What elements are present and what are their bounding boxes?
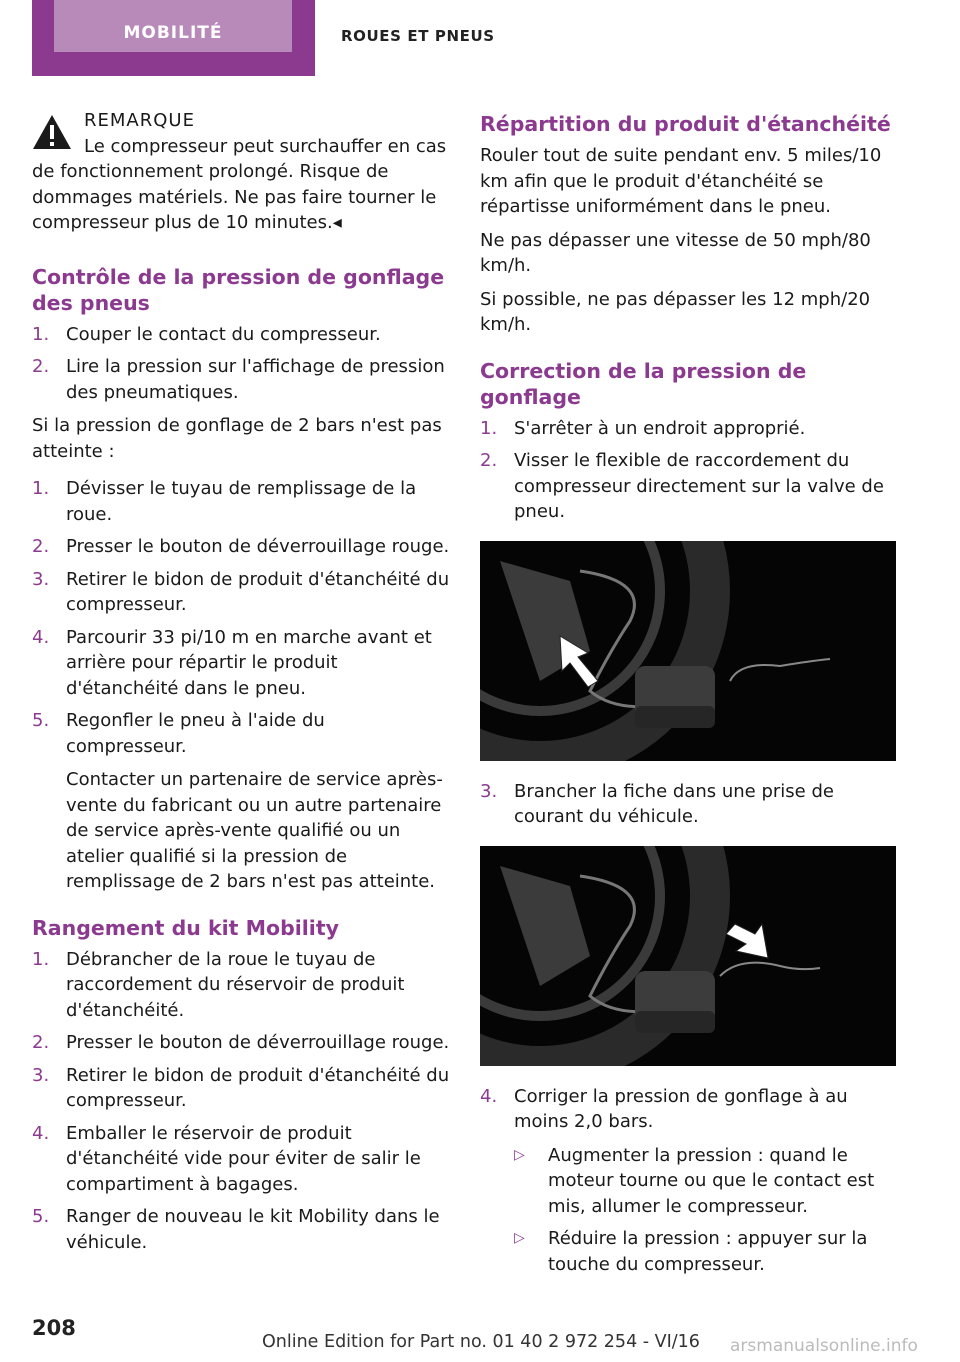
heading-storage: Rangement du kit Mobility — [32, 915, 339, 940]
distribution-paragraph-1: Rouler tout de suite pendant env. 5 miles/10 km afin que le produit d'étanchéité se répartisse uniformément dans le pneu. — [480, 145, 882, 217]
warning-note — [32, 108, 450, 236]
compressor-valve-photo — [480, 541, 896, 761]
list-item: ▷ Réduire la pression : appuyer sur la touche du compresseur. — [514, 1228, 868, 1275]
list-item: 1. Débrancher de la roue le tuyau de raccordement du réservoir de produit d'étanchéité. — [32, 948, 405, 1021]
step-5-extra: Contacter un partenaire de service après-vente du fabricant ou un autre partenaire de service après-vente qualifié ou un atelier qualifié si la pression de remplissage de 2 bars n'est pas atteinte. — [66, 769, 443, 892]
end-mark-icon: ◂ — [332, 212, 342, 233]
triangle-bullet-icon: ▷ — [514, 1146, 525, 1163]
note-text-rest: de fonctionnement prolongé. Risque de dommages matériels. Ne pas faire tourner le compresseur plus de 10 minutes. — [32, 161, 437, 233]
list-item: ▷ Augmenter la pression : quand le moteur tourne ou que le contact est mis, allumer le compresseur. — [514, 1144, 875, 1217]
chapter-tab — [32, 0, 315, 76]
list-item: 4. Parcourir 33 pi/10 m en marche avant et arrière pour répartir le produit d'étanchéité dans le pneu. — [32, 626, 432, 699]
page-number: 208 — [32, 1316, 76, 1340]
edition-footer: Online Edition for Part no. 01 40 2 972 254 - VI/16 — [262, 1332, 700, 1352]
condition-steps-list — [32, 476, 450, 895]
note-title: REMARQUE — [84, 110, 195, 131]
list-item: 2. Visser le flexible de raccordement du compresseur directement sur la valve de pneu. — [480, 450, 884, 522]
distribution-paragraph-2: Ne pas dépasser une vitesse de 50 mph/80 km/h. — [480, 229, 871, 276]
list-item: 5. Regonfler le pneu à l'aide du compresseur. Contacter un partenaire de service après-vente du fabricant ou un autre partenaire de service après-vente qualifié ou un atelier qualifié si la pression de remplissage de 2 bars n'est pas atteinte. — [32, 708, 450, 895]
condition-text: Si la pression de gonflage de 2 bars n'est pas atteinte : — [32, 415, 442, 462]
list-item: 4. Emballer le réservoir de produit d'étanchéité vide pour éviter de salir le compartiment à bagages. — [32, 1122, 421, 1195]
list-item: 2. Lire la pression sur l'affichage de pression des pneumatiques. — [32, 356, 445, 403]
list-item: 1. Dévisser le tuyau de remplissage de la roue. — [32, 478, 417, 525]
heading-correction: Correction de la pression de gonflage — [480, 358, 807, 409]
list-item: 4. Corriger la pression de gonflage à au moins 2,0 bars. ▷ Augmenter la pression : quand le moteur tourne ou que le contact est mis, allumer le compresseur. ▷ Réduire la pression : appuyer sur la touche du compresseur. — [480, 1084, 896, 1278]
chapter-tab-label: MOBILITÉ — [54, 0, 292, 52]
compressor-plug-photo — [480, 846, 896, 1066]
correction-steps-list — [480, 416, 896, 525]
list-item: 3. Retirer le bidon de produit d'étanchéité du compresseur. — [32, 568, 450, 615]
triangle-bullet-icon: ▷ — [514, 1230, 525, 1246]
left-column — [32, 108, 450, 1263]
watermark: arsmanualsonline.info — [730, 1336, 918, 1356]
list-item: 2. Presser le bouton de déverrouillage rouge. — [32, 536, 450, 557]
list-item: 1. Couper le contact du compresseur. — [32, 323, 381, 345]
section-title: ROUES ET PNEUS — [341, 27, 495, 45]
list-item: 5. Ranger de nouveau le kit Mobility dans le véhicule. — [32, 1206, 440, 1253]
heading-pressure-check: Contrôle de la pression de gonflage des pneus — [32, 264, 445, 315]
correction-steps-list-3 — [480, 1084, 896, 1278]
list-item: 2. Presser le bouton de déverrouillage rouge. — [32, 1032, 450, 1053]
list-item: 3. Brancher la fiche dans une prise de courant du véhicule. — [480, 780, 834, 827]
distribution-paragraph-3: Si possible, ne pas dépasser les 12 mph/20 km/h. — [480, 288, 871, 335]
storage-steps-list — [32, 947, 450, 1256]
warning-triangle-icon — [32, 114, 72, 150]
right-column — [480, 108, 896, 1285]
sub-bullet-list — [514, 1143, 896, 1278]
list-item: 3. Retirer le bidon de produit d'étanchéité du compresseur. — [32, 1064, 450, 1111]
correction-steps-list-2 — [480, 779, 896, 830]
check-steps-list — [32, 322, 450, 406]
list-item: 1. S'arrêter à un endroit approprié. — [480, 417, 806, 439]
heading-distribution: Répartition du produit d'étanchéité — [480, 112, 891, 136]
note-text-first: Le compresseur peut surchauffer en cas — [84, 135, 447, 157]
